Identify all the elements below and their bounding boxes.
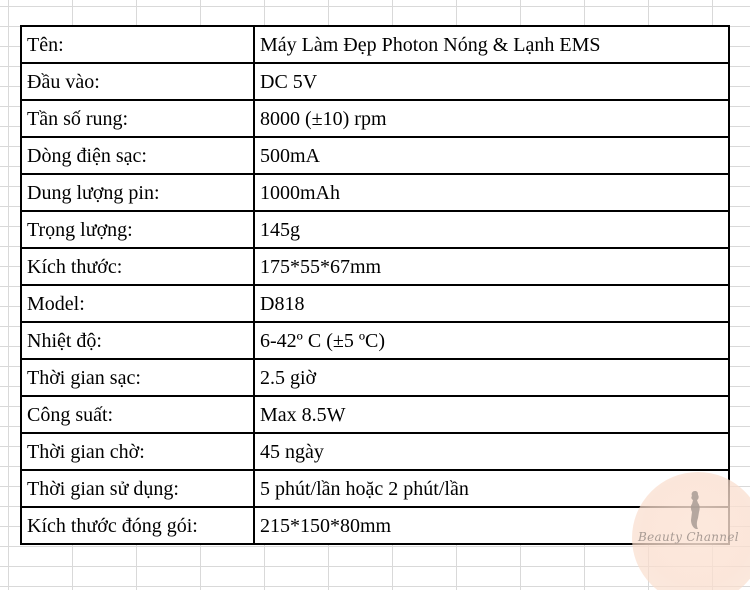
spec-value: 145g: [254, 211, 729, 248]
spec-value: Max 8.5W: [254, 396, 729, 433]
table-row: [21, 63, 729, 100]
spec-value: 2.5 giờ: [254, 359, 729, 396]
table-row: [21, 248, 729, 285]
table-row: [21, 26, 729, 63]
table-row: [21, 285, 729, 322]
woman-silhouette-icon: [684, 490, 706, 530]
table-row: [21, 174, 729, 211]
table-row: [21, 100, 729, 137]
spec-label: Tần số rung:: [21, 100, 254, 137]
spec-label: Tên:: [21, 26, 254, 63]
spec-label: Công suất:: [21, 396, 254, 433]
spec-label: Thời gian chờ:: [21, 433, 254, 470]
table-row: [21, 433, 729, 470]
table-row: [21, 211, 729, 248]
spec-label: Kích thước đóng gói:: [21, 507, 254, 544]
spec-value: 215*150*80mm: [254, 507, 729, 544]
table-row: [21, 137, 729, 174]
spec-table-body: [21, 26, 729, 544]
spec-label: Dung lượng pin:: [21, 174, 254, 211]
spec-value: 8000 (±10) rpm: [254, 100, 729, 137]
table-row: [21, 507, 729, 544]
spec-label: Kích thước:: [21, 248, 254, 285]
spec-value: 6-42º C (±5 ºC): [254, 322, 729, 359]
spec-label: Trọng lượng:: [21, 211, 254, 248]
spec-value: 175*55*67mm: [254, 248, 729, 285]
spec-label: Thời gian sạc:: [21, 359, 254, 396]
spec-value: 1000mAh: [254, 174, 729, 211]
spec-label: Thời gian sử dụng:: [21, 470, 254, 507]
table-row: [21, 396, 729, 433]
spec-value: D818: [254, 285, 729, 322]
table-row: [21, 322, 729, 359]
spec-table: [20, 25, 730, 545]
spec-label: Dòng điện sạc:: [21, 137, 254, 174]
spec-value: 5 phút/lần hoặc 2 phút/lần: [254, 470, 729, 507]
spec-value: DC 5V: [254, 63, 729, 100]
table-row: [21, 470, 729, 507]
spec-label: Nhiệt độ:: [21, 322, 254, 359]
spec-label: Model:: [21, 285, 254, 322]
watermark-text: Beauty Channel: [638, 530, 739, 544]
spec-label: Đầu vào:: [21, 63, 254, 100]
spec-value: 500mA: [254, 137, 729, 174]
spec-value: 45 ngày: [254, 433, 729, 470]
table-row: [21, 359, 729, 396]
spec-value: Máy Làm Đẹp Photon Nóng & Lạnh EMS: [254, 26, 729, 63]
